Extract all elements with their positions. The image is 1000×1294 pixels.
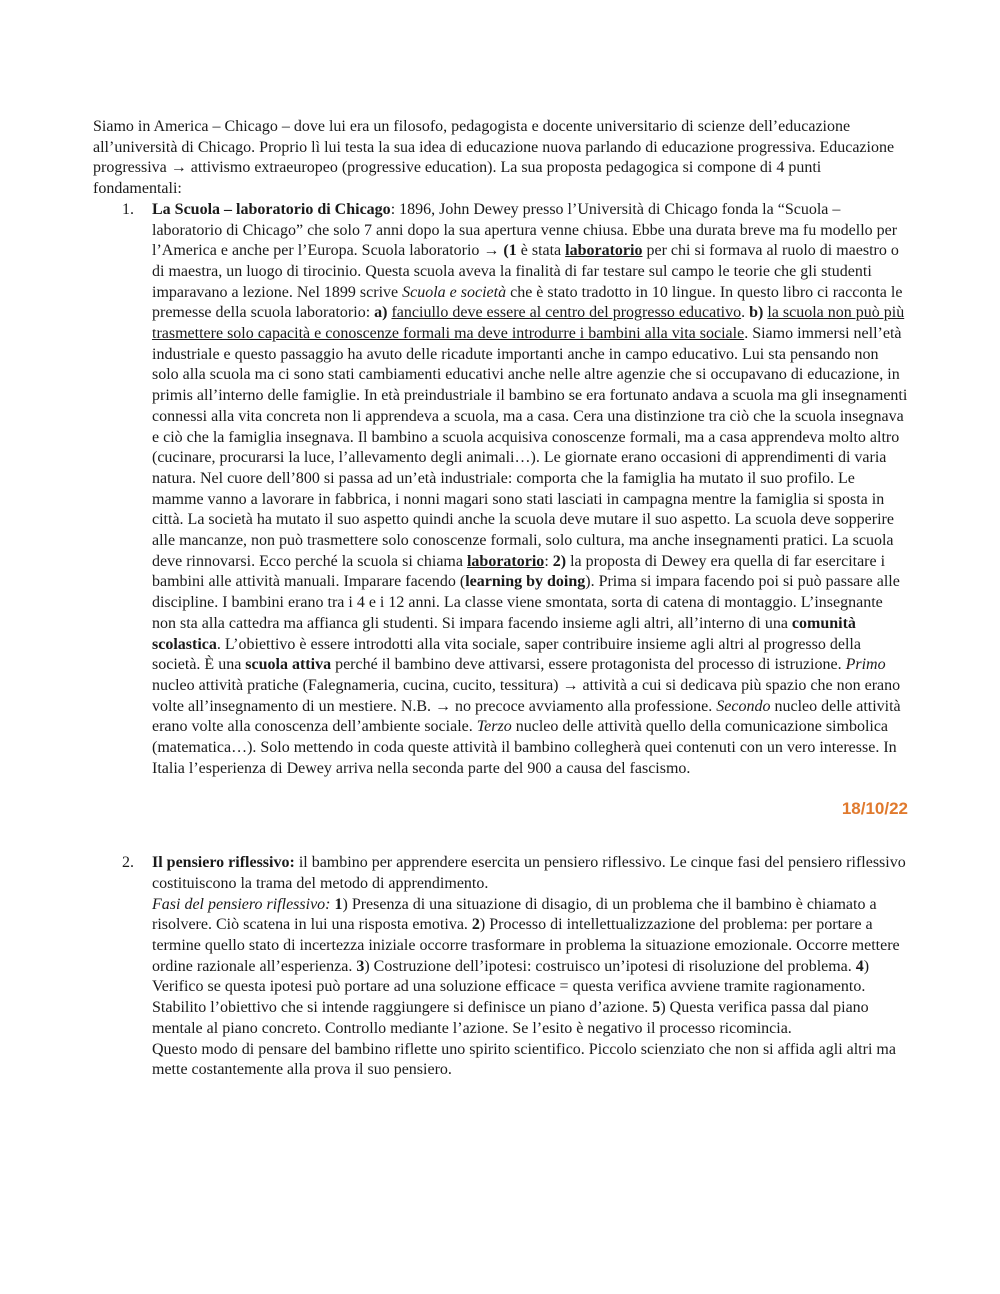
- italic-text: Primo: [845, 656, 886, 674]
- bold-text: 2): [552, 552, 567, 570]
- keyword-laboratorio: laboratorio: [565, 242, 643, 260]
- phase-number: 4: [855, 957, 864, 975]
- italic-text: Terzo: [476, 718, 512, 736]
- body-text: nucleo attività pratiche (Falegnameria, cucina, cucito, tessitura): [152, 676, 563, 694]
- date-heading: 18/10/22: [841, 798, 908, 818]
- body-text: nucleo delle attività erano volte alla conoscenza dell’ambiente sociale.: [152, 697, 901, 736]
- phases-label: Fasi del pensiero riflessivo:: [152, 895, 331, 913]
- phase-number: 1: [334, 895, 343, 913]
- underlined-premise: la scuola non può più trasmettere solo capacità e conoscenze formali ma deve introdurre i bambini alla vita sociale: [152, 304, 905, 343]
- body-text: .: [741, 304, 750, 322]
- bold-text: b): [749, 304, 764, 322]
- phase-text: ) Costruzione dell’ipotesi: costruisco un’ipotesi di risoluzione del problema.: [364, 957, 856, 975]
- body-text: il bambino per apprendere esercita un pensiero riflessivo. Le cinque fasi del pensiero riflessivo costituiscono la trama del metodo di apprendimento.: [152, 854, 906, 892]
- list-number: 1.: [122, 200, 134, 218]
- key-points-list: [93, 200, 909, 780]
- phase-number: 3: [356, 957, 365, 975]
- body-text: nucleo delle attività quello della comunicazione simbolica (matematica…). Solo mettendo in coda queste attività il bambino collegherà quei contenuti con un vero interesse. In Italia l’esperienza di Dewey arriva nella seconda parte del 900 a causa del fascismo.: [152, 718, 897, 777]
- body-text: no precoce avviamento alla professione.: [451, 697, 717, 715]
- body-text: la proposta di Dewey era quella di far esercitare i bambini alle attività manuali. Imparare facendo (: [152, 552, 886, 591]
- keyword-learning-by-doing: learning by doing: [465, 573, 586, 591]
- intro-text: Siamo in America – Chicago – dove lui era un filosofo, pedagogista e docente universitario di scienze dell’educazione all’università di Chicago. Proprio lì lui testa la sua idea di educazione nuova parlando di educazione progressiva. Educazione progressiva: [93, 118, 895, 177]
- document-body: [93, 117, 909, 1081]
- phases-paragraph: [152, 895, 909, 1040]
- arrow-icon: →: [435, 697, 452, 715]
- bold-text: (1: [499, 242, 517, 260]
- intro-text: attivismo extraeuropeo (progressive education). La sua proposta pedagogica si compone di 4 punti fondamentali:: [93, 159, 822, 198]
- italic-text: Secondo: [716, 697, 771, 715]
- intro-paragraph: [93, 117, 909, 200]
- body-text: che è stato tradotto in 10 lingue. In questo libro ci racconta le premesse della scuola laboratorio:: [152, 283, 903, 322]
- phase-text: ) Processo di intellettualizzazione del problema: per portare a termine quello stato di incertezza iniziale occorre trasformare in problema la situazione emozionale. Occorre mettere ordine razionale all’esperienza.: [152, 916, 900, 975]
- body-text: . L’obiettivo è essere introdotti alla vita sociale, saper contribuire insieme agli altri al progresso della società. È una: [152, 635, 861, 674]
- point-title: Il pensiero riflessivo:: [152, 854, 295, 872]
- arrow-icon: →: [170, 159, 187, 177]
- keyword-scuola-attiva: scuola attiva: [245, 656, 332, 674]
- body-text: : 1896, John Dewey presso l’Università di Chicago fonda la “Scuola – laboratorio di Chicago” che solo 7 anni dopo la sua apertura venne chiusa. Ebbe una durata breve ma fu modello per l’America e anche per l’Europa. Scuola laboratorio: [152, 200, 898, 260]
- closing-paragraph: Questo modo di pensare del bambino riflette uno spirito scientifico. Piccolo scienziato che non si affida agli altri ma mette costantemente alla prova il suo pensiero.: [152, 1040, 896, 1079]
- body-text: perché il bambino deve attivarsi, essere protagonista del processo di istruzione.: [331, 656, 846, 674]
- book-title: Scuola e società: [402, 283, 507, 301]
- body-text: attività a cui si dedicava più spazio che non erano volte all’insegnamento di un mestiere. N.B.: [152, 676, 901, 715]
- phase-number: 2: [471, 916, 480, 934]
- point-2: [93, 853, 909, 1081]
- phase-text: ) Verifico se questa ipotesi può portare ad una soluzione efficace = questa verifica avviene tramite ragionamento. Stabilito l’obiettivo che si intende raggiungere si definisce un piano d’azione.: [152, 957, 870, 1017]
- key-points-list-continued: [93, 853, 909, 1081]
- phase-number: 5: [652, 999, 661, 1017]
- body-text: :: [544, 552, 553, 570]
- phase-text: ) Presenza di una situazione di disagio, di un problema che il bambino è chiamato a risolvere. Ciò scatena in lui una risposta emotiva.: [152, 895, 877, 934]
- arrow-icon: →: [562, 676, 579, 694]
- list-number: 2.: [122, 854, 134, 872]
- bold-text: a): [374, 304, 388, 322]
- body-text: è stata: [516, 242, 566, 260]
- arrow-icon: →: [483, 242, 500, 260]
- point-1: [93, 200, 909, 780]
- keyword-laboratorio: laboratorio: [466, 552, 545, 570]
- underlined-premise: fanciullo deve essere al centro del progresso educativo: [391, 304, 742, 322]
- body-text: . Siamo immersi nell’età industriale e questo passaggio ha avuto delle ricadute importanti anche in campo educativo. Lui sta pensando non solo alla scuola ma ci sono stati cambiamenti educativi anche nelle altre agenzie che si occupavano di educazione, in primis all’interno delle famiglie. In età preindustriale il bambino se era fortunato andava a scuola ma gli insegnamenti connessi alla vita concreta non li apprendeva a scuola, ma a casa. Cera una distinzione tra ciò che la scuola insegnava e ciò che la famiglia insegnava. Il bambino a scuola acquisiva conoscenze formali, ma a casa apprendeva molto altro (cucinare, procurarsi la luce, l’allevamento degli animali…). Le giornate erano occasioni di apprendimenti di varia natura. Nel cuore dell’800 si passa ad un’età industriale: comporta che la famiglia ha mutato il suo profilo. Le mamme vanno a lavorare in fabbrica, i nonni magari sono stati lasciati in campagna mentre la famiglia si sposta in città. La società ha mutato il suo aspetto quindi anche la scuola deve mutare il suo aspetto. La scuola deve sopperire alle mancanze, non può trasmettere solo conoscenze formali, solo cultura, ma anche insegnamenti pratici. La scuola deve rinnovarsi. Ecco perché la scuola si chiama: [152, 325, 908, 570]
- point-title: La Scuola – laboratorio di Chicago: [152, 200, 391, 218]
- point-2-intro: [152, 853, 909, 894]
- body-text: ). Prima si impara facendo poi si può passare alle discipline. I bambini erano tra i 4 e i 12 anni. La classe viene smontata, sorta di catena di montaggio. L’insegnante non sta alla cattedra ma affianca gli studenti. Si impara facendo insieme agli altri, all’interno di una: [152, 573, 900, 632]
- phase-text: ) Questa verifica passa dal piano mentale al piano concreto. Controllo mediante l’azione. Se l’esito è negativo il processo ricomincia.: [152, 999, 869, 1037]
- body-text: per chi si formava al ruolo di maestro o di maestra, un luogo di tirocinio. Questa scuola aveva la finalità di far testare sul campo le teorie che gli studenti imparavano a lezione. Nel 1899 scrive: [152, 242, 899, 301]
- keyword-comunita-scolastica: comunità scolastica: [152, 614, 856, 653]
